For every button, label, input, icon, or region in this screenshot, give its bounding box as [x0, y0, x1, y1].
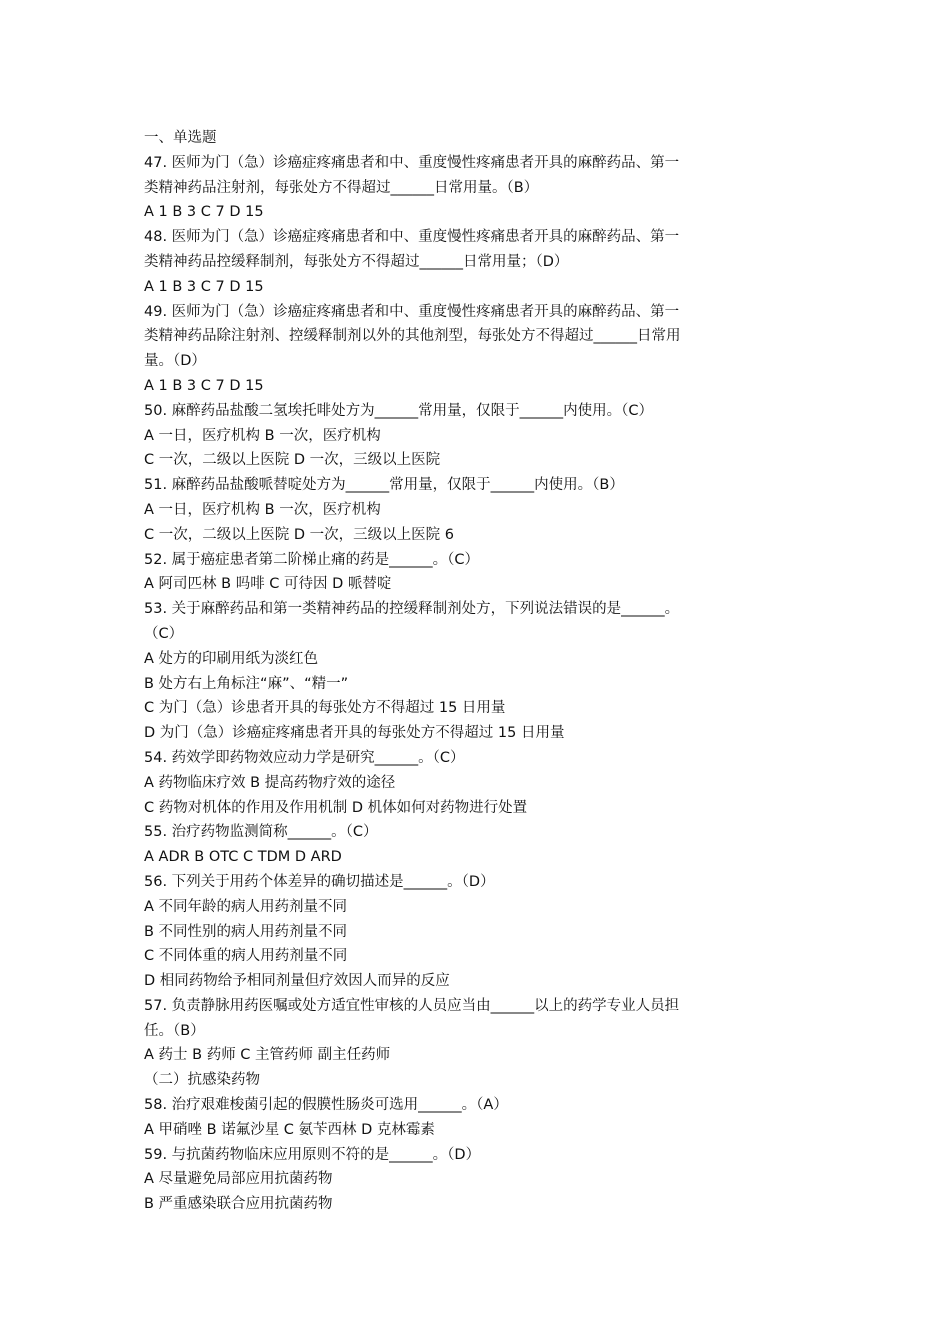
question-54-text: 54. 药效学即药物效应动力学是研究______。（C）	[144, 749, 465, 766]
question-53-option-c: C 为门（急）诊患者开具的每张处方不得超过 15 日用量	[144, 700, 506, 717]
subsection-heading: （二）抗感染药物	[144, 1072, 260, 1089]
question-51-options: C 一次，二级以上医院 D 一次，三级以上医院 6	[144, 526, 454, 543]
question-54-options: A 药物临床疗效 B 提高药物疗效的途径	[144, 774, 396, 791]
document-page	[144, 126, 784, 1217]
question-50-options: C 一次，二级以上医院 D 一次，三级以上医院	[144, 452, 441, 469]
question-53-text: 53. 关于麻醉药品和第一类精神药品的控缓释制剂处方，下列说法错误的是______。	[144, 601, 680, 618]
question-56-option-b: B 不同性别的病人用药剂量不同	[144, 923, 348, 940]
question-47-text: 类精神药品注射剂，每张处方不得超过______日常用量。（B）	[144, 179, 539, 196]
question-50-options: A 一日，医疗机构 B 一次，医疗机构	[144, 427, 381, 444]
question-53-option-b: B 处方右上角标注“麻”、“精一”	[144, 675, 349, 692]
question-49-text: 49. 医师为门（急）诊癌症疼痛患者和中、重度慢性疼痛患者开具的麻醉药品、第一	[144, 303, 680, 320]
question-51-options: A 一日，医疗机构 B 一次，医疗机构	[144, 501, 381, 518]
question-48-text: 类精神药品控缓释制剂，每张处方不得超过______日常用量；（D）	[144, 253, 569, 270]
section-heading: 一、单选题	[144, 130, 217, 146]
question-54-options: C 药物对机体的作用及作用机制 D 机体如何对药物进行处置	[144, 799, 528, 816]
question-53-option-a: A 处方的印刷用纸为淡红色	[144, 650, 319, 667]
question-59-option-a: A 尽量避免局部应用抗菌药物	[144, 1171, 333, 1188]
question-55-text: 55. 治疗药物监测简称______。（C）	[144, 824, 378, 841]
question-49-text: 量。（D）	[144, 353, 206, 370]
question-58-text: 58. 治疗艰难梭菌引起的假膜性肠炎可选用______。（A）	[144, 1097, 508, 1114]
question-53-text: （C）	[144, 625, 184, 642]
question-57-text: 57. 负责静脉用药医嘱或处方适宜性审核的人员应当由______以上的药学专业人员担	[144, 997, 680, 1014]
question-49-text: 类精神药品除注射剂、控缓释制剂以外的其他剂型，每张处方不得超过______日常用	[144, 328, 681, 345]
question-53-option-d: D 为门（急）诊癌症疼痛患者开具的每张处方不得超过 15 日用量	[144, 725, 565, 742]
question-47-options: A 1 B 3 C 7 D 15	[144, 204, 264, 221]
question-59-text: 59. 与抗菌药物临床应用原则不符的是______。（D）	[144, 1146, 481, 1163]
question-48-options: A 1 B 3 C 7 D 15	[144, 278, 264, 295]
question-57-options: A 药士 B 药师 C 主管药师 副主任药师	[144, 1047, 391, 1064]
question-48-text: 48. 医师为门（急）诊癌症疼痛患者和中、重度慢性疼痛患者开具的麻醉药品、第一	[144, 229, 680, 246]
question-56-option-c: C 不同体重的病人用药剂量不同	[144, 948, 348, 965]
question-50-text: 50. 麻醉药品盐酸二氢埃托啡处方为______常用量，仅限于______内使用。（C）	[144, 402, 654, 419]
question-56-option-a: A 不同年龄的病人用药剂量不同	[144, 898, 348, 915]
question-56-option-d: D 相同药物给予相同剂量但疗效因人而异的反应	[144, 973, 450, 990]
question-47-text: 47. 医师为门（急）诊癌症疼痛患者和中、重度慢性疼痛患者开具的麻醉药品、第一	[144, 154, 680, 171]
question-55-options: A ADR B OTC C TDM D ARD	[144, 849, 342, 866]
question-57-text: 任。（B）	[144, 1022, 205, 1039]
question-51-text: 51. 麻醉药品盐酸哌替啶处方为______常用量，仅限于______内使用。（B）	[144, 477, 624, 494]
question-49-options: A 1 B 3 C 7 D 15	[144, 377, 264, 394]
question-59-option-b: B 严重感染联合应用抗菌药物	[144, 1196, 333, 1213]
question-52-text: 52. 属于癌症患者第二阶梯止痛的药是______。（C）	[144, 551, 480, 568]
question-52-options: A 阿司匹林 B 吗啡 C 可待因 D 哌替啶	[144, 576, 392, 593]
question-56-text: 56. 下列关于用药个体差异的确切描述是______。（D）	[144, 873, 495, 890]
question-58-options: A 甲硝唑 B 诺氟沙星 C 氨苄西林 D 克林霉素	[144, 1121, 435, 1138]
